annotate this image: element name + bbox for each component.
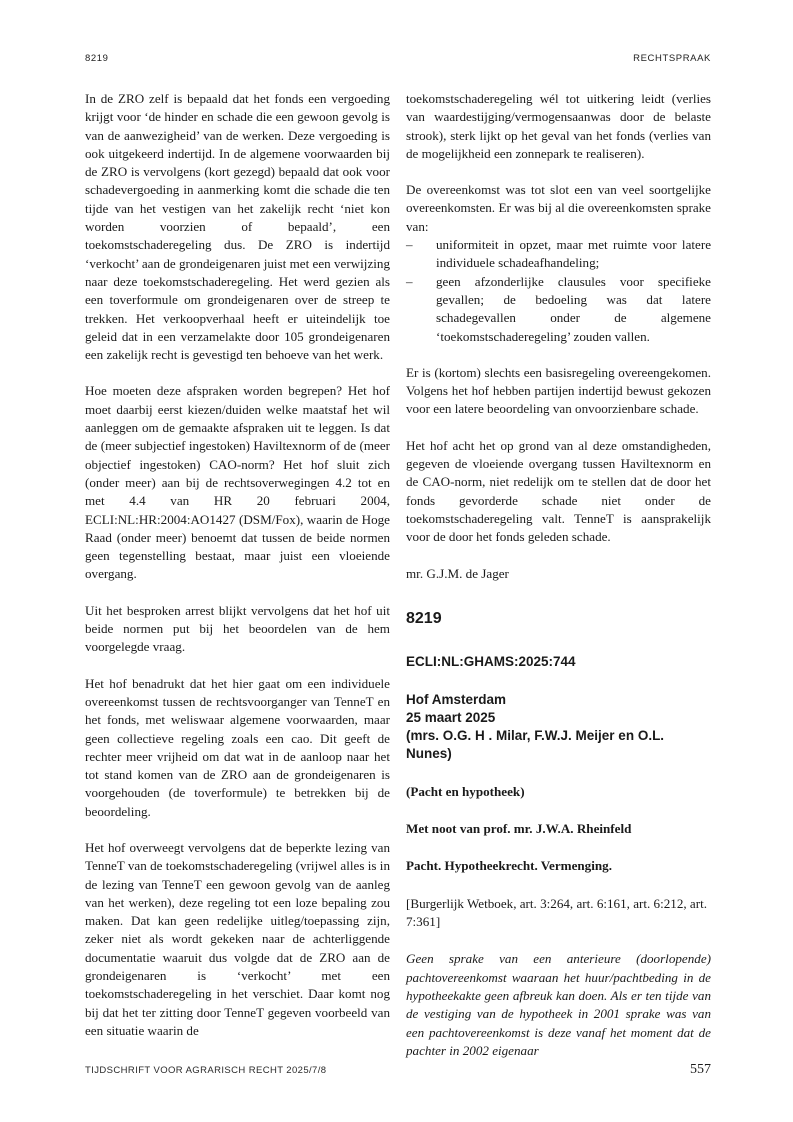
ecli-heading: ECLI:NL:GHAMS:2025:744 — [406, 653, 576, 669]
article-paragraph: Het hof benadrukt dat het hier gaat om een individuele overeenkomst tussen de rechtsvoorganger van TenneT en het fonds, met weliswaar algemene voorwaarden, maar geen collectieve regeling zoals een cao. Dit geeft de rechter meer vrijheid om dat wat in de aanloop naar het tot stand komen van de ZRO aan de grondeigenaren is voorgehouden (de toverformule) te betrekken bij de beoordeling. — [85, 675, 390, 819]
running-head-item-number: 8219 — [85, 53, 109, 64]
page-number: 557 — [690, 1062, 711, 1077]
article-paragraph: De overeenkomst was tot slot een van veel soortgelijke overeenkomsten. Er was bij al die overeenkomsten sprake van: — [406, 182, 711, 234]
journal-title: TIJDSCHRIFT VOOR AGRARISCH RECHT 2025/7/8 — [85, 1065, 327, 1076]
article-paragraph: Het hof overweegt vervolgens dat de beperkte lezing van TenneT van de toekomstschaderegeling (vrijwel alles is in de lezing van TenneT een gewoon gevolg van de aanleg van het werken), deze regeling tot een loze bepaling zou maken. Dat kan geen redelijke uitleg/toepassing zijn, zeker niet als wordt gekeken naar de achterliggende documentatie waaruit dus volgde dat de ZRO aan de grondeigenaren is ‘verkocht’ met een toekomstschaderegeling in het verschiet. Daar komt nog bij dat het ter zitting door TenneT gegeven voorbeeld van een situatie waarin de — [85, 839, 390, 1038]
judges-line: (mrs. O.G. H . Milar, F.W.J. Meijer en O.L. Nunes) — [406, 727, 665, 761]
left-column — [85, 90, 390, 1060]
article-paragraph: toekomstschaderegeling wél tot uitkering leidt (verlies van waardestijging/vermogensaanwas door de belaste strook), sterk lijkt op het geval van het fonds (verlies van de mogelijkheid een zonnepark te realiseren). — [406, 91, 711, 161]
dash-marker: – — [406, 237, 413, 253]
article-paragraph: In de ZRO zelf is bepaald dat het fonds een vergoeding krijgt voor ‘de hinder en schade die een gewoon gevolg is van de aanwezigheid’ van de werken. Deze vergoeding is ook uitgekeerd indertijd. In de algemene voorwaarden bij de ZRO is vervolgens (kort gezegd) bepaald dat ook voor schadevergoeding in aanmerking komt die schade die ten tijde van het vestigen van het zakelijk recht ‘niet kon worden voorzien of bepaald’, een toekomstschaderegeling dus. De ZRO is indertijd ‘verkocht’ aan de grondeigenaren juist met een verwijzing naar deze toekomstschaderegeling. Het werd gezien als een toverformule om grondeigenaren over de streep te trekken. Het verkoopverhaal heeft er uiteindelijk toe geleid dat in een verzamelakte door 105 grondeigenaren een zakelijk recht is gevestigd ten behoeve van het werk. — [85, 91, 390, 363]
decision-date: 25 maart 2025 — [406, 709, 496, 725]
page-header — [85, 53, 711, 64]
article-paragraph: Uit het besproken arrest blijkt vervolgens dat het hof uit beide normen put bij het beoordelen van de hem voorgelegde vraag. — [85, 602, 390, 655]
article-paragraph: Het hof acht het op grond van al deze omstandigheden, gegeven de vloeiende overgang tussen Haviltexnorm en de CAO-norm, niet redelijk om te stellen dat de door het fonds gevorderde schade niet onder de toekomstschaderegeling valt. TenneT is aansprakelijk voor de door het fonds geleden schade. — [406, 437, 711, 545]
annotation-credit: Met noot van prof. mr. J.W.A. Rheinfeld — [406, 821, 632, 837]
two-column-body — [85, 90, 711, 1060]
keywords-line: Pacht. Hypotheekrecht. Vermenging. — [406, 858, 612, 874]
case-number-heading: 8219 — [406, 609, 442, 627]
list-item — [406, 273, 711, 346]
author-credit: mr. G.J.M. de Jager — [406, 565, 509, 581]
list-item — [406, 236, 711, 273]
right-column — [406, 90, 711, 1060]
subject-label: (Pacht en hypotheek) — [406, 783, 525, 799]
court-name: Hof Amsterdam — [406, 691, 507, 707]
page-footer — [85, 1062, 711, 1078]
article-paragraph: Hoe moeten deze afspraken worden begrepen? Het hof moet daarbij eerst kiezen/duiden welke maatstaf het wil aanleggen om de gemaakte afspraken uit te leggen. Is dat de (meer subjectief ingestoken) Haviltexnorm of de (meer objectief ingestoken) CAO-norm? Het hof sluit zich (onder meer) aan bij de rechtsoverwegingen 4.2 tot en met 4.4 van HR 20 februari 2004, ECLI:NL:HR:2004:AO1427 (DSM/Fox), waarin de Hoge Raad (onder meer) benoemt dat tussen de beide normen geen tegenstelling bestaat, maar juist een vloeiende overgang. — [85, 383, 390, 582]
article-paragraph: Er is (kortom) slechts een basisregeling overeengekomen. Volgens het hof hebben partijen indertijd bewust gekozen voor een latere beoordeling van onvoorzienbare schade. — [406, 364, 711, 417]
case-summary-italic: Geen sprake van een anterieure (doorlopende) pachtovereenkomst waaraan het huur/pachtbeding in de hypotheekakte geen afbreuk kan doen. Als er ten tijde van de vestiging van de hypotheek in 2001 sprake was van een pachtovereenkomst is deze vanaf het moment dat de pachter in 2002 eigenaar — [406, 951, 711, 1058]
list-item-text: uniformiteit in opzet, maar met ruimte voor latere individuele schadeafhandeling; — [436, 237, 711, 271]
running-head-section: RECHTSPRAAK — [633, 53, 711, 64]
dash-list — [406, 236, 711, 346]
statute-references: [Burgerlijk Wetboek, art. 3:264, art. 6:161, art. 6:212, art. 7:361] — [406, 895, 708, 930]
court-block — [406, 691, 711, 763]
list-item-text: geen afzonderlijke clausules voor specifieke gevallen; de bedoeling was dat latere schadegevallen onder de algemene ‘toekomstschaderegeling’ zouden vallen. — [436, 273, 711, 344]
dash-marker: – — [406, 273, 413, 289]
